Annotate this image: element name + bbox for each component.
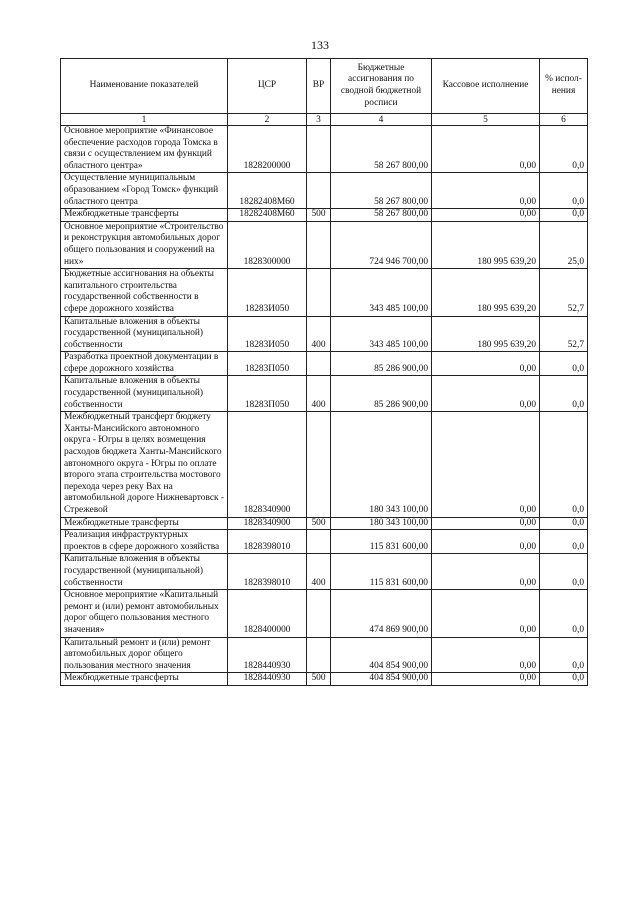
page-number: 133 [311,38,329,52]
csr-code: 18282408М60 [228,209,307,222]
indicator-name: Межбюджетные трансферты [61,517,228,530]
csr-code: 1828400000 [228,590,307,637]
csr-code: 18282408М60 [228,173,307,209]
indicator-name: Межбюджетные трансферты [61,209,228,222]
budget-allocation: 85 286 900,00 [331,376,432,412]
budget-allocation: 343 485 100,00 [331,269,432,316]
execution-percent: 0,0 [540,590,588,637]
table-row [61,173,588,209]
execution-percent: 0,0 [540,126,588,173]
indicator-name: Капитальный ремонт и (или) ремонт автомобильных дорог общего пользования местного значения [61,637,228,673]
indicator-name: Основное мероприятие «Строительство и реконструкция автомобильных дорог общего пользования и сооружений на них» [61,221,228,268]
header-cash: Кассовое исполнение [432,59,540,114]
cash-execution: 0,00 [432,376,540,412]
budget-allocation: 474 869 900,00 [331,590,432,637]
header-name: Наименование показателей [61,59,228,114]
execution-percent: 0,0 [540,517,588,530]
execution-percent: 0,0 [540,352,588,376]
table-row [61,637,588,673]
indicator-name: Капитальные вложения в объекты государственной (муниципальной) собственности [61,316,228,352]
execution-percent: 52,7 [540,316,588,352]
indicator-name: Основное мероприятие «Капитальный ремонт и (или) ремонт автомобильных дорог общего пользования местного значения» [61,590,228,637]
csr-code: 1828440930 [228,673,307,686]
cash-execution: 0,00 [432,637,540,673]
column-number-row [61,114,588,126]
budget-allocation: 404 854 900,00 [331,673,432,686]
csr-code: 1828398010 [228,530,307,554]
table-row [61,316,588,352]
csr-code: 1828300000 [228,221,307,268]
table-row [61,530,588,554]
cash-execution: 0,00 [432,412,540,517]
cash-execution: 180 995 639,20 [432,269,540,316]
vr-code [307,352,331,376]
table-row [61,590,588,637]
cash-execution: 0,00 [432,173,540,209]
column-number: 1 [61,114,228,126]
vr-code [307,590,331,637]
budget-allocation: 180 343 100,00 [331,412,432,517]
execution-percent: 25,0 [540,221,588,268]
column-number: 6 [540,114,588,126]
budget-allocation: 115 831 600,00 [331,530,432,554]
indicator-name: Капитальные вложения в объекты государственной (муниципальной) собственности [61,376,228,412]
table-row [61,412,588,517]
execution-percent: 0,0 [540,554,588,590]
execution-percent: 52,7 [540,269,588,316]
vr-code: 500 [307,209,331,222]
cash-execution: 180 995 639,20 [432,221,540,268]
vr-code: 500 [307,517,331,530]
vr-code [307,126,331,173]
vr-code: 500 [307,673,331,686]
table-row [61,517,588,530]
csr-code: 18283П050 [228,376,307,412]
indicator-name: Межбюджетные трансферты [61,673,228,686]
column-number: 3 [307,114,331,126]
csr-code: 1828200000 [228,126,307,173]
execution-percent: 0,0 [540,376,588,412]
budget-allocation: 343 485 100,00 [331,316,432,352]
vr-code: 400 [307,554,331,590]
header-row [61,59,588,114]
table-body [61,114,588,686]
cash-execution: 0,00 [432,673,540,686]
indicator-name: Межбюджетный трансферт бюджету Ханты-Мансийского автономного округа - Югры в целях возмещения расходов бюджета Ханты-Мансийского автономного округа - Югры по оплате второго этапа строительства мостового перехода через реку Вах на автомобильной дороге Нижневартовск - Стрежевой [61,412,228,517]
indicator-name: Капитальные вложения в объекты государственной (муниципальной) собственности [61,554,228,590]
column-number: 5 [432,114,540,126]
header-pct: % испол-нения [540,59,588,114]
cash-execution: 0,00 [432,530,540,554]
table-row [61,673,588,686]
header-csr: ЦСР [228,59,307,114]
vr-code [307,221,331,268]
vr-code [307,637,331,673]
csr-code: 18283И050 [228,316,307,352]
column-number: 2 [228,114,307,126]
indicator-name: Осуществление муниципальным образованием «Город Томск» функций областного центра [61,173,228,209]
budget-allocation: 58 267 800,00 [331,173,432,209]
csr-code: 1828340900 [228,412,307,517]
header-vr: ВР [307,59,331,114]
vr-code [307,269,331,316]
indicator-name: Бюджетные ассигнования на объекты капитального строительства государственной собственности в сфере дорожного хозяйства [61,269,228,316]
execution-percent: 0,0 [540,173,588,209]
budget-allocation: 180 343 100,00 [331,517,432,530]
budget-allocation: 85 286 900,00 [331,352,432,376]
table-row [61,221,588,268]
budget-execution-table [60,58,588,686]
cash-execution: 0,00 [432,126,540,173]
cash-execution: 0,00 [432,352,540,376]
execution-percent: 0,0 [540,209,588,222]
execution-percent: 0,0 [540,637,588,673]
csr-code: 18283И050 [228,269,307,316]
budget-allocation: 115 831 600,00 [331,554,432,590]
vr-code [307,412,331,517]
header-budget: Бюджетные ассигнования по сводной бюджетной росписи [331,59,432,114]
vr-code: 400 [307,376,331,412]
indicator-name: Реализация инфраструктурных проектов в сфере дорожного хозяйства [61,530,228,554]
cash-execution: 0,00 [432,517,540,530]
execution-percent: 0,0 [540,673,588,686]
table-row [61,554,588,590]
budget-allocation: 404 854 900,00 [331,637,432,673]
execution-percent: 0,0 [540,412,588,517]
table-row [61,126,588,173]
budget-allocation: 58 267 800,00 [331,126,432,173]
table-row [61,269,588,316]
cash-execution: 180 995 639,20 [432,316,540,352]
table-row [61,376,588,412]
cash-execution: 0,00 [432,590,540,637]
vr-code: 400 [307,316,331,352]
budget-allocation: 58 267 800,00 [331,209,432,222]
vr-code [307,530,331,554]
cash-execution: 0,00 [432,209,540,222]
execution-percent: 0,0 [540,530,588,554]
csr-code: 1828398010 [228,554,307,590]
indicator-name: Разработка проектной документации в сфере дорожного хозяйства [61,352,228,376]
table-row [61,352,588,376]
indicator-name: Основное мероприятие «Финансовое обеспечение расходов города Томска в связи с осуществлением им функций областного центра» [61,126,228,173]
csr-code: 1828440930 [228,637,307,673]
table-row [61,209,588,222]
budget-allocation: 724 946 700,00 [331,221,432,268]
column-number: 4 [331,114,432,126]
csr-code: 18283П050 [228,352,307,376]
cash-execution: 0,00 [432,554,540,590]
csr-code: 1828340900 [228,517,307,530]
vr-code [307,173,331,209]
